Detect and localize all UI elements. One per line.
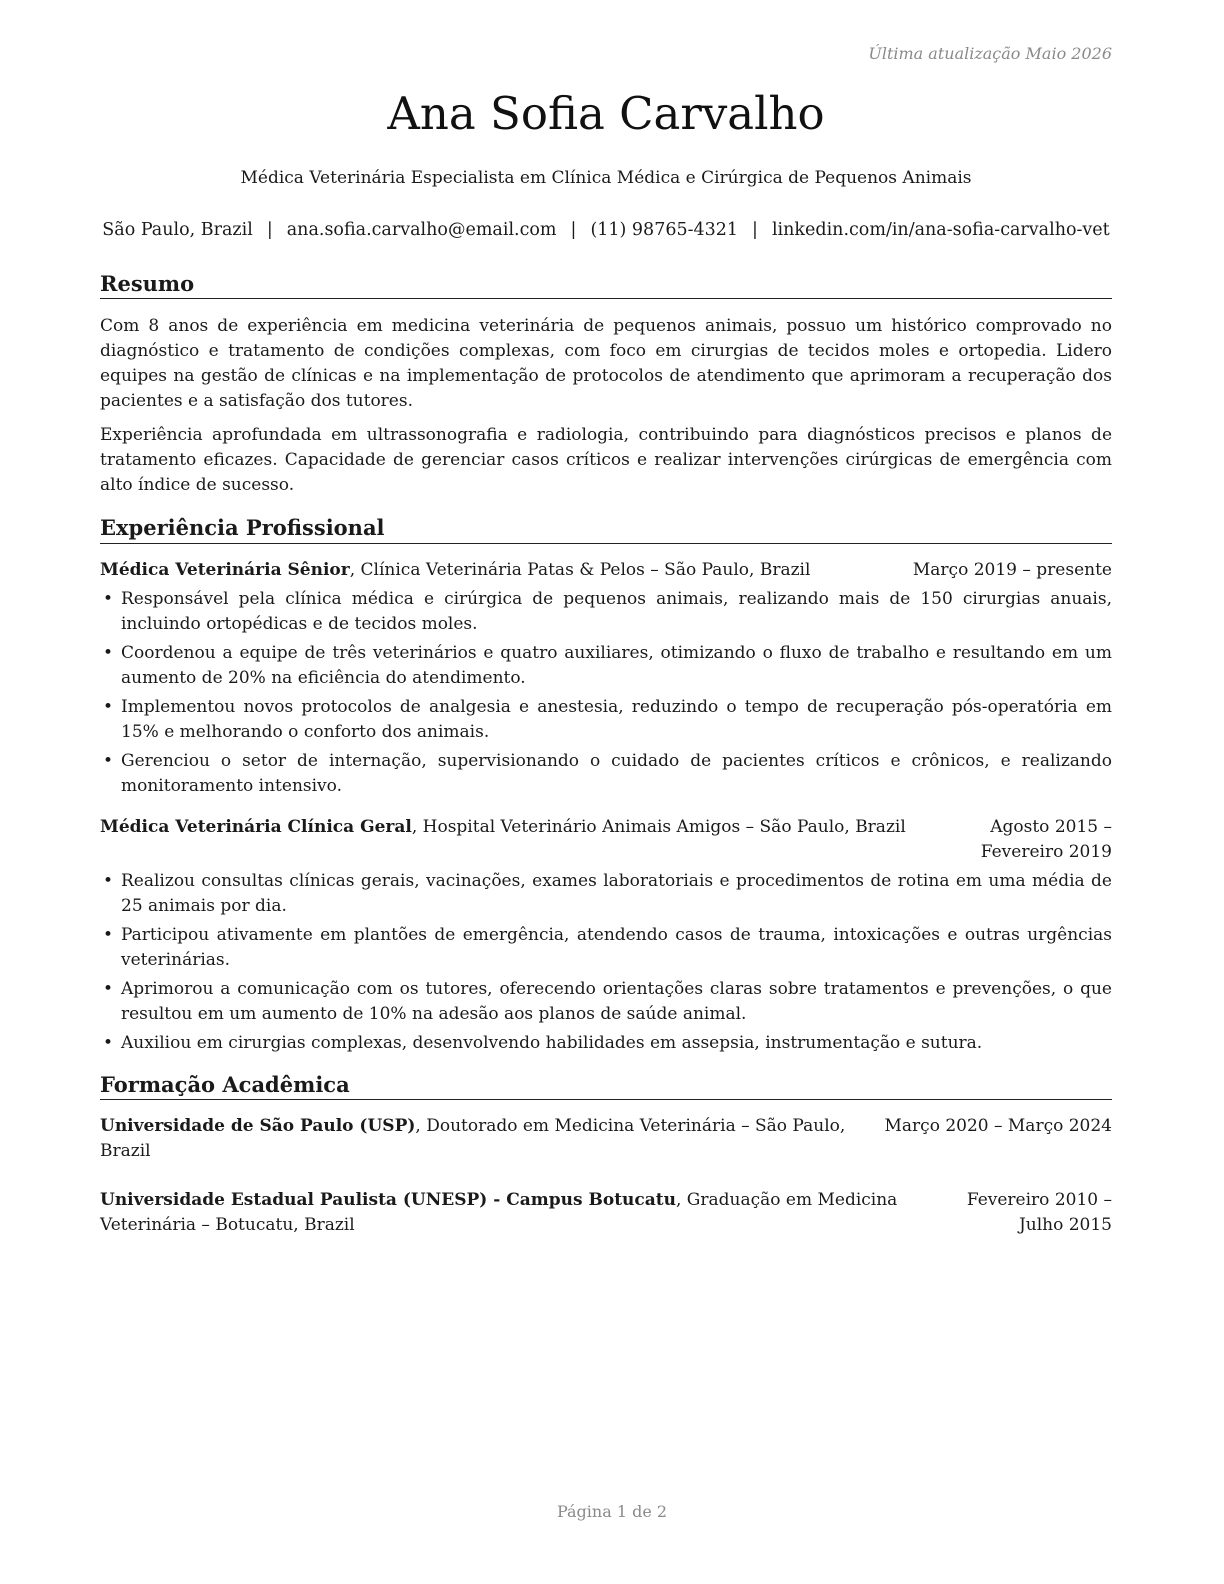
- education-school: Universidade Estadual Paulista (UNESP) - Campus Botucatu: [100, 1189, 676, 1210]
- job-role: Médica Veterinária Clínica Geral: [100, 816, 412, 837]
- section-title-education: Formação Acadêmica: [100, 1072, 1112, 1100]
- contact-line: [100, 219, 1112, 242]
- job-dates: Março 2019 – presente: [912, 559, 1112, 580]
- job-bullets: [100, 869, 1112, 1056]
- job-bullets: [100, 587, 1112, 799]
- list-item: • Coordenou a equipe de três veterinários e quatro auxiliares, otimizando o fluxo de trabalho e resultando em um aumento de 20% na eficiência do atendimento.: [100, 641, 1112, 691]
- education-dates: Março 2020 – Março 2024: [884, 1115, 1112, 1136]
- contact-email[interactable]: ana.sofia.carvalho@email.com: [286, 220, 557, 240]
- contact-separator: |: [266, 220, 273, 240]
- education-section: [100, 1072, 1112, 1238]
- summary-paragraph: Experiência aprofundada em ultrassonografia e radiologia, contribuindo para diagnósticos precisos e planos de tratamento eficazes. Capacidade de gerenciar casos críticos e realizar intervenções cirúrgicas de emergência com alto índice de sucesso.: [100, 425, 1112, 496]
- job-header: [100, 558, 1112, 583]
- job-entry: [100, 815, 1112, 1056]
- resume-content: [100, 271, 1112, 1238]
- experience-section: [100, 515, 1112, 1055]
- education-school: Universidade de São Paulo (USP): [100, 1115, 416, 1136]
- education-entry: [100, 1114, 1112, 1164]
- job-entry: [100, 558, 1112, 799]
- contact-separator: |: [570, 220, 577, 240]
- job-title-line: [100, 558, 913, 583]
- section-title-experience: Experiência Profissional: [100, 515, 1112, 543]
- job-org: , Hospital Veterinário Animais Amigos – São Paulo, Brazil: [411, 816, 906, 837]
- page-number: Página 1 de 2: [556, 1502, 668, 1521]
- contact-location: São Paulo, Brazil: [102, 220, 253, 240]
- job-title-line: [100, 815, 942, 840]
- education-title-line: [100, 1188, 960, 1238]
- education-title-line: [100, 1114, 885, 1164]
- summary-section: [100, 271, 1112, 498]
- job-org: , Clínica Veterinária Patas & Pelos – São Paulo, Brazil: [349, 559, 811, 580]
- list-item: • Auxiliou em cirurgias complexas, desenvolvendo habilidades em assepsia, instrumentação e sutura.: [100, 1031, 1112, 1056]
- list-item: • Realizou consultas clínicas gerais, vacinações, exames laboratoriais e procedimentos de rotina em uma média de 25 animais por dia.: [100, 869, 1112, 919]
- list-item: • Responsável pela clínica médica e cirúrgica de pequenos animais, realizando mais de 150 cirurgias anuais, incluindo ortopédicas e de tecidos moles.: [100, 587, 1112, 637]
- education-entry: [100, 1188, 1112, 1238]
- contact-phone: (11) 98765-4321: [590, 220, 739, 240]
- list-item: • Gerenciou o setor de internação, supervisionando o cuidado de pacientes críticos e crônicos, e realizando monitoramento intensivo.: [100, 749, 1112, 799]
- summary-paragraph: Com 8 anos de experiência em medicina veterinária de pequenos animais, possuo um histórico comprovado no diagnóstico e tratamento de condições complexas, com foco em cirurgias de tecidos moles e ortopedia. Lidero equipes na gestão de clínicas e na implementação de protocolos de atendimento que aprimoram a recuperação dos pacientes e a satisfação dos tutores.: [100, 316, 1112, 412]
- headline: Médica Veterinária Especialista em Clínica Médica e Cirúrgica de Pequenos Animais: [240, 168, 972, 188]
- section-title-summary: Resumo: [100, 271, 1112, 299]
- contact-linkedin[interactable]: linkedin.com/in/ana-sofia-carvalho-vet: [771, 220, 1110, 240]
- list-item: • Implementou novos protocolos de analgesia e anestesia, reduzindo o tempo de recuperação pós-operatória em 15% e melhorando o conforto dos animais.: [100, 695, 1112, 745]
- job-role: Médica Veterinária Sênior: [100, 559, 350, 580]
- list-item: • Participou ativamente em plantões de emergência, atendendo casos de trauma, intoxicações e outras urgências veterinárias.: [100, 923, 1112, 973]
- candidate-name: Ana Sofia Carvalho: [387, 87, 825, 140]
- job-header: [100, 815, 1112, 865]
- contact-separator: |: [752, 220, 758, 240]
- list-item: • Aprimorou a comunicação com os tutores, oferecendo orientações claras sobre tratamentos e prevenções, o que resultou em um aumento de 10% na adesão aos planos de saúde animal.: [100, 977, 1112, 1027]
- last-updated: Última atualização Maio 2026: [868, 44, 1112, 63]
- education-degree: , Doutorado em Medicina Veterinária – São Paulo, Brazil: [100, 1115, 846, 1161]
- job-dates: Agosto 2015 – Fevereiro 2019: [980, 816, 1112, 862]
- education-dates: Fevereiro 2010 – Julho 2015: [966, 1189, 1112, 1235]
- education-degree: , Graduação em Medicina Veterinária – Botucatu, Brazil: [100, 1189, 898, 1235]
